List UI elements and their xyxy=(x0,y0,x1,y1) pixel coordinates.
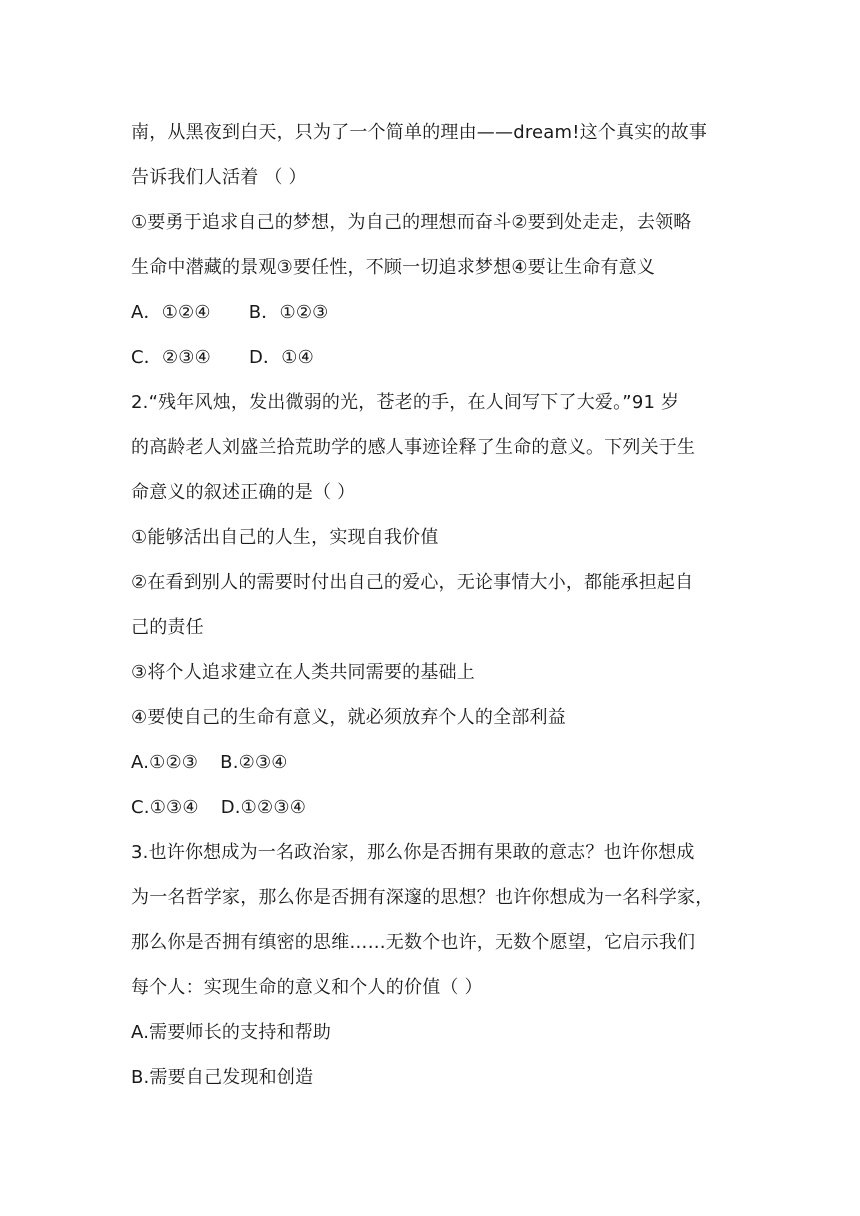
question-2-statement-2-continued: 己的责任 xyxy=(131,617,204,638)
document-content xyxy=(131,110,731,1100)
question-1-statements-line-2: 生命中潜藏的景观③要任性，不顾一切追求梦想④要让生命有意义 xyxy=(131,257,656,278)
question-2-stem-line-2: 的高龄老人刘盛兰拾荒助学的感人事迹诠释了生命的意义。下列关于生 xyxy=(131,437,696,458)
question-3-option-a: A.需要师长的支持和帮助 xyxy=(131,1022,332,1043)
question-2-statement-4: ④要使自己的生命有意义，就必须放弃个人的全部利益 xyxy=(131,707,566,728)
question-3-stem-line-3: 那么你是否拥有缜密的思维……无数个也许，无数个愿望，它启示我们 xyxy=(131,932,696,953)
question-2-statement-2: ②在看到别人的需要时付出自己的爱心，无论事情大小，都能承担起自 xyxy=(131,572,694,593)
question-3-option-b: B.需要自己发现和创造 xyxy=(131,1067,314,1088)
question-1-option-a: A．①②④ xyxy=(131,302,211,323)
question-1-stem-line-2: 告诉我们人活着 （ ） xyxy=(131,167,307,188)
question-2-options-row-2 xyxy=(131,785,731,830)
question-2-option-c: C.①③④ xyxy=(131,797,199,818)
question-3-stem-line-2: 为一名哲学家，那么你是否拥有深邃的思想？也许你想成为一名科学家， xyxy=(131,887,714,908)
question-1-options-row-1 xyxy=(131,290,731,335)
question-1-options-row-2 xyxy=(131,335,731,380)
question-2-options-row-1 xyxy=(131,740,731,785)
question-3-stem-line-1: 3.也许你想成为一名政治家，那么你是否拥有果敢的意志？也许你想成 xyxy=(131,842,695,863)
question-2-stem-line-3: 命意义的叙述正确的是（ ） xyxy=(131,482,356,503)
question-1-option-d: D．①④ xyxy=(248,347,314,368)
question-2-stem-line-1: 2.“残年风烛，发出微弱的光，苍老的手，在人间写下了大爱。”91 岁 xyxy=(131,392,680,413)
question-2-statement-3: ③将个人追求建立在人类共同需要的基础上 xyxy=(131,662,475,683)
question-1-option-c: C．②③④ xyxy=(131,347,211,368)
question-3-stem-line-4: 每个人：实现生命的意义和个人的价值（ ） xyxy=(131,977,483,998)
question-2-option-b: B.②③④ xyxy=(220,752,288,773)
question-2-option-d: D.①②③④ xyxy=(220,797,307,818)
question-1-stem-line-1: 南，从黑夜到白天，只为了一个简单的理由——dream!这个真实的故事 xyxy=(131,122,708,143)
question-2-statement-1: ①能够活出自己的人生，实现自我价值 xyxy=(131,527,439,548)
question-1-option-b: B．①②③ xyxy=(248,302,329,323)
question-1-statements-line-1: ①要勇于追求自己的梦想，为自己的理想而奋斗②要到处走走，去领略 xyxy=(131,212,692,233)
question-2-option-a: A.①②③ xyxy=(131,752,199,773)
